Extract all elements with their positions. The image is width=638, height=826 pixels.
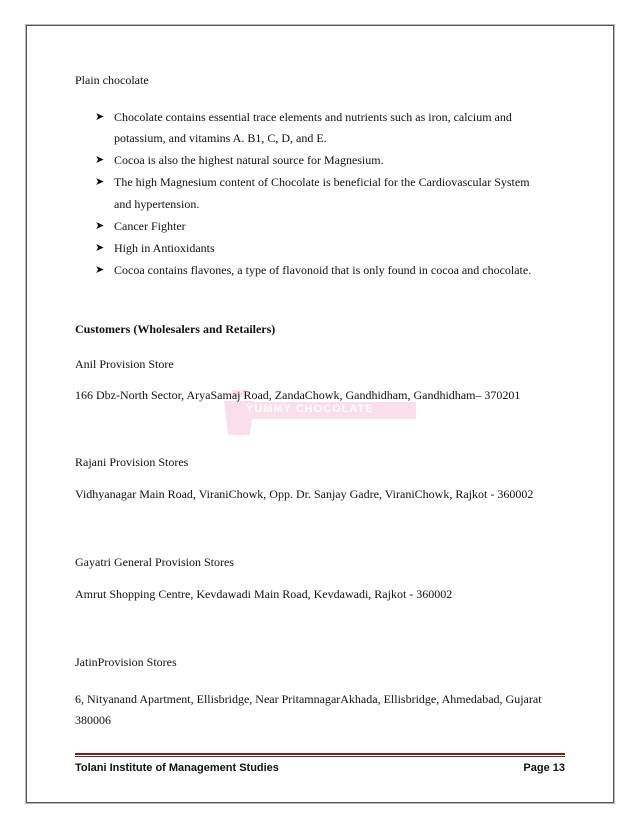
- customers-heading: Customers (Wholesalers and Retailers): [75, 322, 276, 336]
- arrow-bullet-icon: ➤: [95, 176, 105, 188]
- arrow-bullet-icon: ➤: [95, 264, 105, 276]
- customer-address: Amrut Shopping Centre, Kevdawadi Main Road, Kevdawadi, Rajkot - 360002: [75, 587, 453, 601]
- page-number: Page 13: [523, 762, 565, 774]
- bullet-text: and hypertension.: [114, 197, 200, 211]
- arrow-bullet-icon: ➤: [95, 111, 105, 123]
- customer-name: JatinProvision Stores: [75, 655, 177, 669]
- customer-name: Rajani Provision Stores: [75, 455, 189, 469]
- customer-address: 380006: [75, 713, 111, 727]
- bullet-text: Cancer Fighter: [114, 219, 186, 233]
- watermark-text: YUMMY CHOCOLATE: [246, 403, 374, 415]
- customer-address: 166 Dbz-North Sector, AryaSamaj Road, ZandaChowk, Gandhidham, Gandhidham– 370201: [75, 388, 521, 402]
- bullet-text: The high Magnesium content of Chocolate is beneficial for the Cardiovascular System: [114, 175, 530, 189]
- bullet-text: Cocoa contains flavones, a type of flavonoid that is only found in cocoa and chocolate.: [114, 263, 532, 277]
- customer-name: Anil Provision Store: [75, 357, 174, 371]
- arrow-bullet-icon: ➤: [95, 220, 105, 232]
- footer-rule: [75, 753, 565, 755]
- bullet-text: High in Antioxidants: [114, 241, 215, 255]
- bullet-text: potassium, and vitamins A. B1, C, D, and E.: [114, 131, 327, 145]
- footer-institute: Tolani Institute of Management Studies: [75, 762, 279, 774]
- footer-rule: [75, 756, 565, 757]
- section-title: Plain chocolate: [75, 73, 149, 87]
- arrow-bullet-icon: ➤: [95, 242, 105, 254]
- customer-address: Vidhyanagar Main Road, ViraniChowk, Opp. Dr. Sanjay Gadre, ViraniChowk, Rajkot - 360002: [75, 487, 534, 501]
- bullet-text: Chocolate contains essential trace elements and nutrients such as iron, calcium and: [114, 110, 512, 124]
- arrow-bullet-icon: ➤: [95, 154, 105, 166]
- customer-address: 6, Nityanand Apartment, Ellisbridge, Near PritamnagarAkhada, Ellisbridge, Ahmedabad, Gujarat: [75, 692, 542, 706]
- bullet-text: Cocoa is also the highest natural source for Magnesium.: [114, 153, 384, 167]
- customer-name: Gayatri General Provision Stores: [75, 555, 234, 569]
